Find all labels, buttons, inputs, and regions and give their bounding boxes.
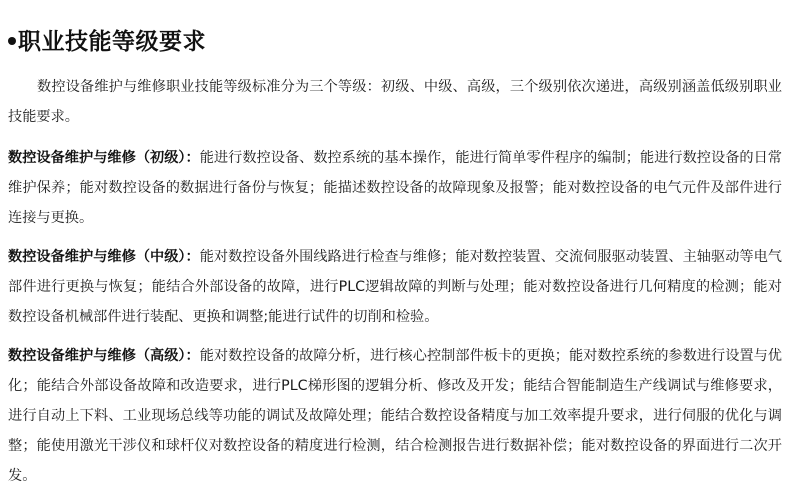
level-text-intermediate: 能对数控设备外围线路进行检查与维修；能对数控装置、交流伺服驱动装置、主轴驱动等电气部件进行更换与恢复；能结合外部设备的故障，进行PLC逻辑故障的判断与处理；能对数控设备进行几何精度的检测；能对数控设备机械部件进行装配、更换和调整;能进行试件的切削和检验。	[8, 249, 782, 325]
level-text-senior: 能对数控设备的故障分析，进行核心控制部件板卡的更换；能对数控系统的参数进行设置与优化；能结合外部设备故障和改造要求，进行PLC梯形图的逻辑分析、修改及开发；能结合智能制造生产线调试与维修要求，进行自动上下料、工业现场总线等功能的调试及故障处理；能结合数控设备精度与加工效率提升要求，进行伺服的优化与调整；能使用激光干涉仪和球杆仪对数控设备的精度进行检测，结合检测报告进行数据补偿；能对数控设备的界面进行二次开发。	[8, 348, 782, 484]
section-title-text: 职业技能等级要求	[18, 29, 206, 55]
level-paragraph-senior	[8, 341, 782, 491]
level-label-intermediate: 数控设备维护与维修（中级）：	[8, 249, 200, 265]
level-text-junior: 能进行数控设备、数控系统的基本操作，能进行简单零件程序的编制；能进行数控设备的日常维护保养；能对数控设备的数据进行备份与恢复；能描述数控设备的故障现象及报警；能对数控设备的电气元件及部件进行连接与更换。	[8, 150, 782, 226]
level-label-junior: 数控设备维护与维修（初级）：	[8, 150, 200, 166]
level-paragraph-junior	[8, 143, 782, 233]
bullet-icon	[8, 37, 16, 45]
level-label-senior: 数控设备维护与维修（高级）：	[8, 348, 200, 364]
level-paragraph-intermediate	[8, 242, 782, 332]
section-title	[8, 26, 782, 58]
intro-paragraph: 数控设备维护与维修职业技能等级标准分为三个等级：初级、中级、高级，三个级别依次递进，高级别涵盖低级别职业技能要求。	[8, 79, 782, 125]
